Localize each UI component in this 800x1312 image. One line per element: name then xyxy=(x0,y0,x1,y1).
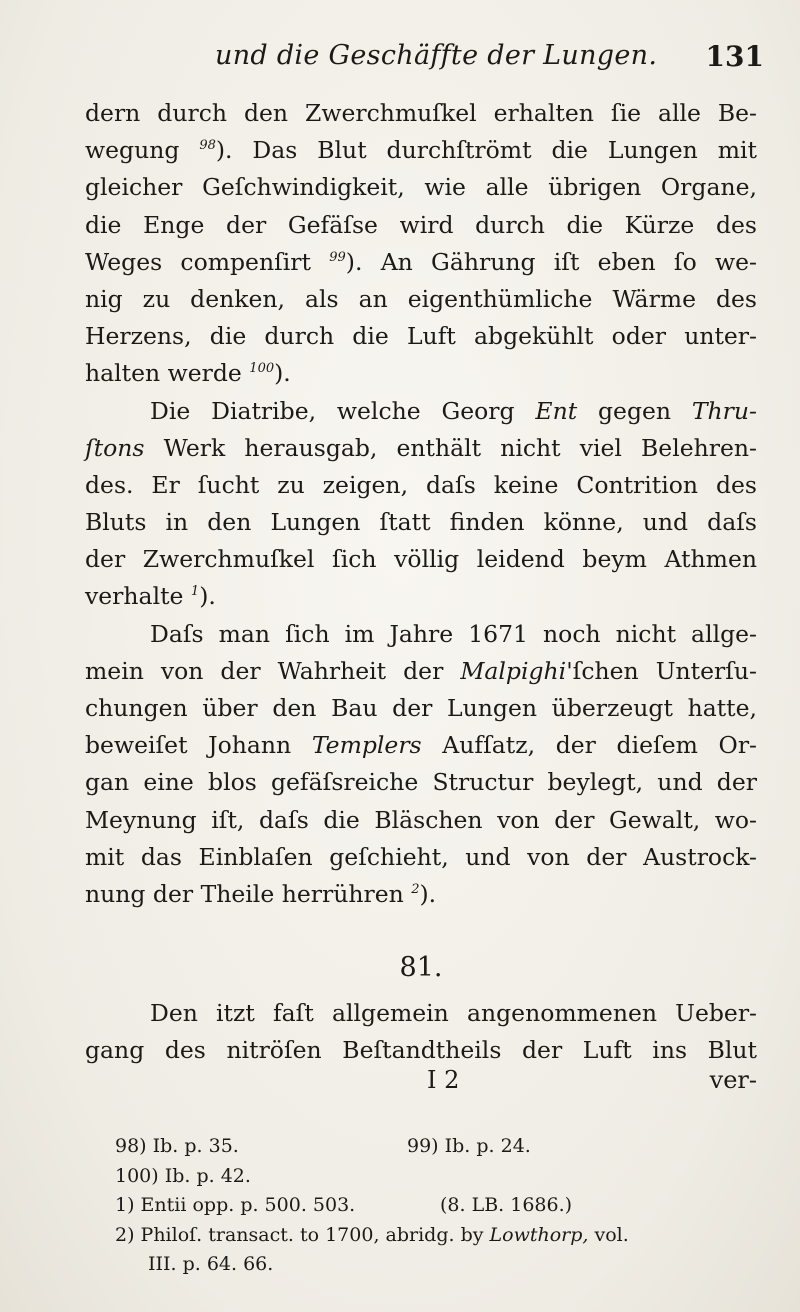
footnote-100: 100) Ib. p. 42. xyxy=(115,1164,251,1187)
text-line: chungen über den Bau der Lungen überzeugt hatte, xyxy=(85,694,757,722)
footnote-ref: 2 xyxy=(411,882,420,898)
footnote-98: 98) Ib. p. 35. xyxy=(115,1135,239,1157)
text-line xyxy=(85,355,757,392)
footnote-ref: 99 xyxy=(329,249,346,265)
footnote-row xyxy=(115,1132,765,1162)
text-line: gang des nitröſen Beſtandtheils der Luft ins Blut xyxy=(85,1036,757,1065)
text-run: Weges compenſirt xyxy=(85,247,330,276)
footnote-2: 2) Philoſ. transact. to 1700, abridg. by xyxy=(115,1223,490,1246)
text-run: wegung xyxy=(85,136,200,165)
text-run: 'ſchen Unterſu- xyxy=(566,656,757,685)
text-run: Werk herausgab, enthält nicht viel Belehren- xyxy=(144,433,757,462)
footnote-2-editor: Lowthorp, xyxy=(489,1223,589,1246)
footnote-ref: 1 xyxy=(190,584,200,600)
text-line xyxy=(85,727,757,764)
text-line xyxy=(85,393,757,430)
page-number: 131 xyxy=(705,40,764,73)
catchword: ver- xyxy=(709,1066,757,1094)
footnote-ref: 98 xyxy=(199,138,216,154)
text-line: Daſs man ſich im Jahre 1671 noch nicht allge- xyxy=(150,619,757,648)
text-line xyxy=(85,430,757,467)
footnote-row xyxy=(115,1221,765,1251)
footnote-ref: 100 xyxy=(249,361,275,377)
text-line xyxy=(85,653,757,690)
section-text xyxy=(85,995,757,1069)
footnote-1-edition: (8. LB. 1686.) xyxy=(440,1194,573,1216)
text-line: gan eine blos gefäſsreiche Structur beylegt, und der xyxy=(85,768,757,797)
text-run: halten werde xyxy=(85,359,250,388)
text-run: nung der Theile herrühren xyxy=(85,879,412,908)
footnote-row xyxy=(115,1162,765,1192)
text-run: beweiſet Johann xyxy=(85,731,312,760)
signature-row xyxy=(85,1066,757,1102)
text-line: der Zwerchmuſkel ſich völlig leidend beym Athmen xyxy=(85,545,757,574)
italic-name: Templers xyxy=(311,731,422,760)
text-line: dern durch den Zwerchmuſkel erhalten ſie alle Be- xyxy=(85,99,757,127)
text-run: verhalte xyxy=(85,582,191,611)
text-run: ). Das Blut durchſtrömt die Lungen mit xyxy=(215,136,757,165)
italic-name: Ent xyxy=(535,396,578,425)
text-run: Die Diatribe, welche Georg xyxy=(150,396,536,425)
footnotes xyxy=(115,1132,765,1280)
text-run: Aufſatz, der dieſem Or- xyxy=(421,731,757,760)
text-run: ). An Gährung iſt eben ſo we- xyxy=(345,247,757,276)
text-line: nig zu denken, als an eigenthümliche Wärme des xyxy=(85,284,757,313)
text-run: ). xyxy=(199,582,216,611)
text-line: mit das Einblaſen geſchieht, und von der Austrock- xyxy=(85,842,757,871)
text-line xyxy=(85,244,757,281)
italic-name: ſtons xyxy=(85,433,145,462)
text-line xyxy=(85,132,757,169)
italic-name: Malpighi xyxy=(460,656,567,685)
footnote-2-vol: vol. xyxy=(588,1223,629,1246)
text-run: ). xyxy=(419,879,437,908)
text-run: ). xyxy=(274,359,291,388)
running-title: und die Geschäffte der Lungen. xyxy=(215,40,658,71)
footnote-row: III. p. 64. 66. xyxy=(148,1253,274,1275)
text-line: die Enge der Gefäſse wird durch die Kürze des xyxy=(85,210,757,239)
text-line xyxy=(85,578,757,615)
footnote-row xyxy=(115,1191,765,1221)
footnote-99: 99) Ib. p. 24. xyxy=(407,1135,531,1157)
body-text xyxy=(85,95,757,913)
text-line: Bluts in den Lungen ſtatt finden könne, und daſs xyxy=(85,508,757,537)
section-number: 81. xyxy=(399,952,443,983)
text-line: gleicher Geſchwindigkeit, wie alle übrigen Organe, xyxy=(85,173,757,202)
text-line xyxy=(85,876,757,913)
text-run: mein von der Wahrheit der xyxy=(85,656,461,685)
text-line: des. Er ſucht zu zeigen, daſs keine Contrition des xyxy=(85,470,757,499)
italic-name: Thru- xyxy=(691,396,757,425)
text-line: Meynung iſt, daſs die Bläschen von der Gewalt, wo- xyxy=(85,805,757,834)
text-line: Den itzt faſt allgemein angenommenen Ueber- xyxy=(150,999,757,1027)
text-line: Herzens, die durch die Luft abgekühlt oder unter- xyxy=(85,322,757,351)
text-run: gegen xyxy=(577,396,692,425)
footnote-1: 1) Entii opp. p. 500. 503. xyxy=(115,1194,356,1216)
signature-mark: I 2 xyxy=(427,1066,460,1094)
page-header xyxy=(85,38,764,78)
